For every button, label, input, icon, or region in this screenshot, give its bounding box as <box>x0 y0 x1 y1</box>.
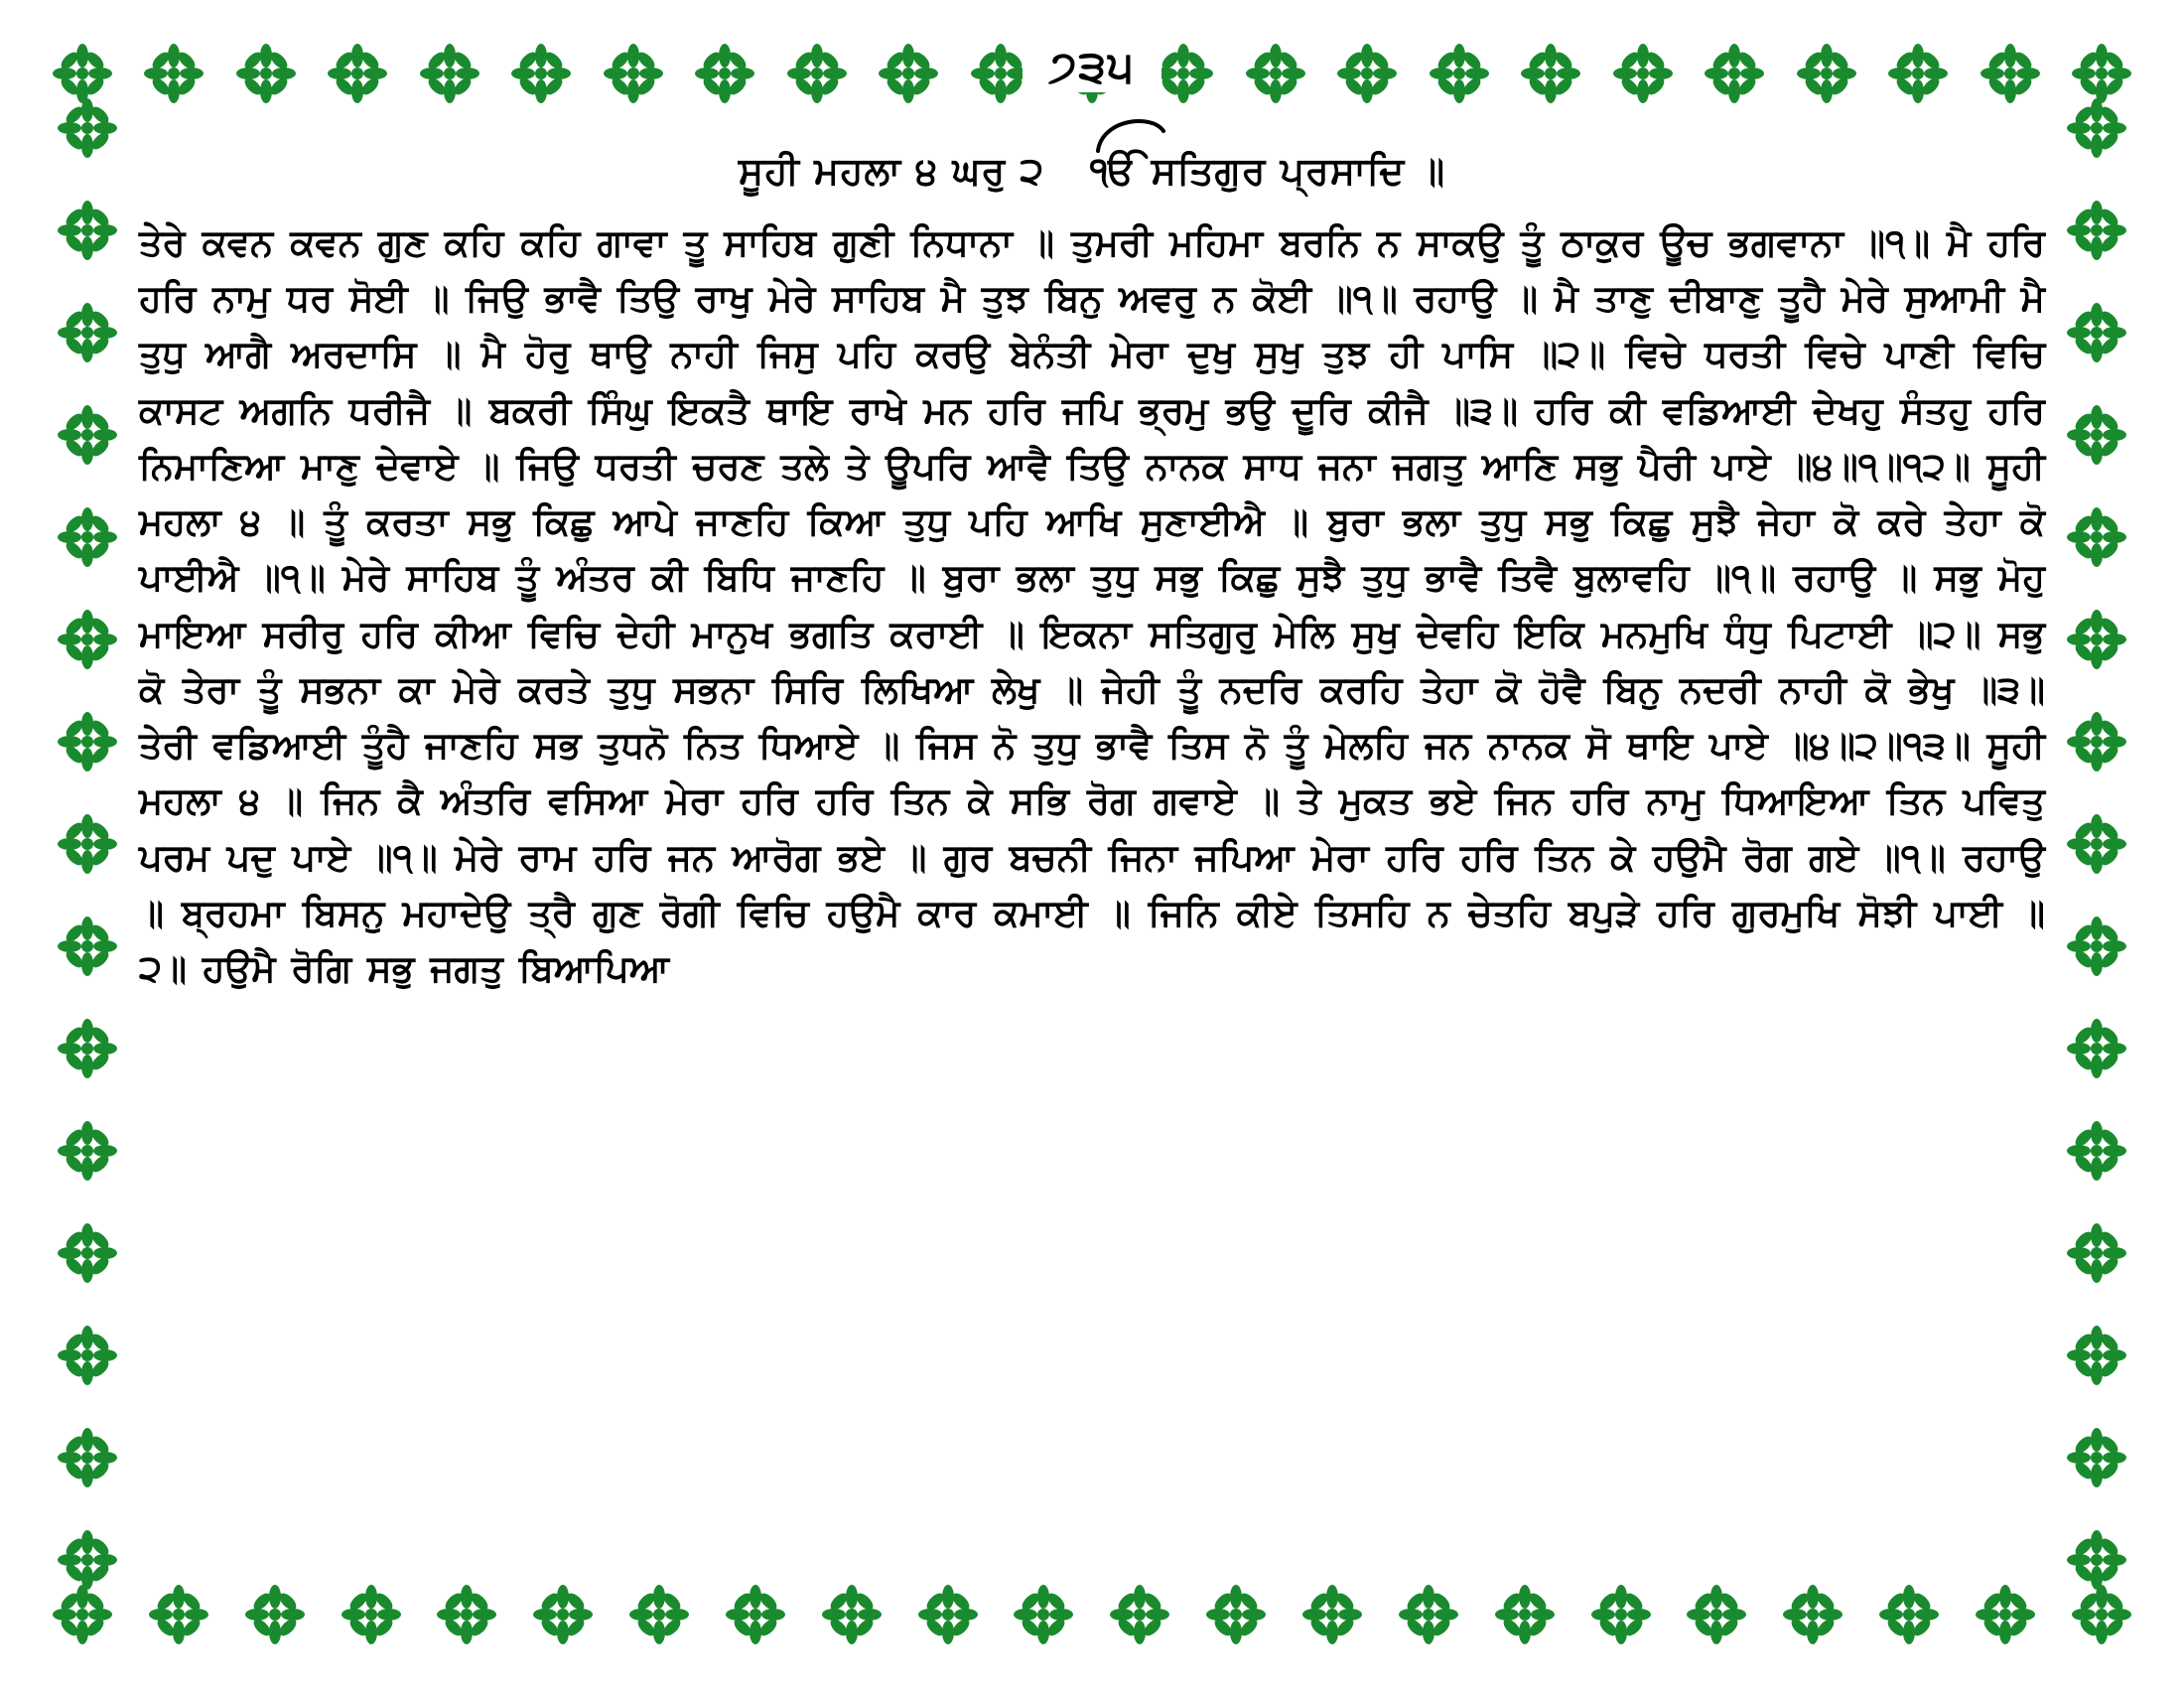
flower-icon <box>2066 609 2127 670</box>
page-number-value: ੭੩੫ <box>1023 42 1161 92</box>
flower-icon <box>57 1018 118 1079</box>
flower-icon <box>1494 1584 1556 1645</box>
flower-icon <box>57 506 118 568</box>
flower-icon <box>2066 506 2127 568</box>
flower-icon <box>2066 813 2127 875</box>
flower-icon <box>532 1584 594 1645</box>
flower-icon <box>1301 1584 1363 1645</box>
flower-icon <box>2066 1120 2127 1182</box>
border-row-bottom <box>52 1579 2132 1650</box>
page-number <box>0 42 2184 92</box>
flower-icon <box>244 1584 306 1645</box>
flower-icon <box>2066 1222 2127 1284</box>
flower-icon <box>1398 1584 1459 1645</box>
mool-mantar <box>1084 149 1445 194</box>
flower-icon <box>1686 1584 1747 1645</box>
flower-icon <box>1205 1584 1267 1645</box>
flower-icon <box>57 609 118 670</box>
flower-icon <box>57 711 118 773</box>
flower-icon <box>436 1584 497 1645</box>
flower-icon <box>1975 1584 2036 1645</box>
flower-icon <box>725 1584 786 1645</box>
flower-icon <box>57 1222 118 1284</box>
shabad-heading <box>139 149 2045 194</box>
flower-icon <box>57 302 118 363</box>
flower-icon <box>2066 200 2127 261</box>
mool-mantar-text: ੴ ਸਤਿਗੁਰ ਪ੍ਰਸਾਦਿ ॥ <box>1090 149 1446 193</box>
flower-icon <box>57 1120 118 1182</box>
flower-icon <box>821 1584 883 1645</box>
flower-icon <box>2066 302 2127 363</box>
flower-icon <box>57 1325 118 1386</box>
flower-icon <box>57 1427 118 1488</box>
flower-icon <box>2066 1018 2127 1079</box>
flower-icon <box>52 1584 113 1645</box>
flower-icon <box>341 1584 402 1645</box>
heading-title: ਸੂਹੀ ਮਹਲਾ ੪ ਘਰੁ ੨ <box>738 149 1045 193</box>
flower-icon <box>1878 1584 1940 1645</box>
flower-icon <box>1590 1584 1652 1645</box>
flower-icon <box>2066 1529 2127 1591</box>
flower-icon <box>2066 97 2127 159</box>
flower-icon <box>628 1584 690 1645</box>
flower-icon <box>148 1584 209 1645</box>
flower-icon <box>57 97 118 159</box>
flower-icon <box>2066 404 2127 466</box>
flower-icon <box>1782 1584 1843 1645</box>
flower-icon <box>1013 1584 1074 1645</box>
flower-icon <box>2066 915 2127 977</box>
flower-icon <box>2066 1325 2127 1386</box>
scripture-content <box>139 149 2045 1539</box>
border-col-left <box>52 97 123 1591</box>
flower-icon <box>1109 1584 1170 1645</box>
flower-icon <box>2071 1584 2132 1645</box>
flower-icon <box>57 1529 118 1591</box>
scripture-body-text: ਤੇਰੇ ਕਵਨ ਕਵਨ ਗੁਣ ਕਹਿ ਕਹਿ ਗਾਵਾ ਤੂ ਸਾਹਿਬ ਗੁਣੀ ਨਿਧਾਨਾ ॥ ਤੁਮਰੀ ਮਹਿਮਾ ਬਰਨਿ ਨ ਸਾਕਉ ਤੂੰ ਠਾਕੁਰ ਊਚ ਭਗਵਾਨਾ ॥੧॥ ਮੈ ਹਰਿ ਹਰਿ ਨਾਮੁ ਧਰ ਸੋਈ ॥ ਜਿਉ ਭਾਵੈ ਤਿਉ ਰਾਖੁ ਮੇਰੇ ਸਾਹਿਬ ਮੈ ਤੁਝ ਬਿਨੁ ਅਵਰੁ ਨ ਕੋਈ ॥੧॥ ਰਹਾਉ ॥ ਮੈ ਤਾਣੁ ਦੀਬਾਣੁ ਤੂਹੈ ਮੇਰੇ ਸੁਆਮੀ ਮੈ ਤੁਧੁ ਆਗੈ ਅਰਦਾਸਿ ॥ ਮੈ ਹੋਰੁ ਥਾਉ ਨਾਹੀ ਜਿਸੁ ਪਹਿ ਕਰਉ ਬੇਨੰਤੀ ਮੇਰਾ ਦੁਖੁ ਸੁਖੁ ਤੁਝ ਹੀ ਪਾਸਿ ॥੨॥ ਵਿਚੇ ਧਰਤੀ ਵਿਚੇ ਪਾਣੀ ਵਿਚਿ ਕਾਸਟ ਅਗਨਿ ਧਰੀਜੈ ॥ ਬਕਰੀ ਸਿੰਘੁ ਇਕਤੈ ਥਾਇ ਰਾਖੇ ਮਨ ਹਰਿ ਜਪਿ ਭ੍ਰਮੁ ਭਉ ਦੂਰਿ ਕੀਜੈ ॥੩॥ ਹਰਿ ਕੀ ਵਡਿਆਈ ਦੇਖਹੁ ਸੰਤਹੁ ਹਰਿ ਨਿਮਾਣਿਆ ਮਾਣੁ ਦੇਵਾਏ ॥ ਜਿਉ ਧਰਤੀ ਚਰਣ ਤਲੇ ਤੇ ਊਪਰਿ ਆਵੈ ਤਿਉ ਨਾਨਕ ਸਾਧ ਜਨਾ ਜਗਤੁ ਆਣਿ ਸਭੁ ਪੈਰੀ ਪਾਏ ॥੪॥੧॥੧੨॥ ਸੂਹੀ ਮਹਲਾ ੪ ॥ ਤੂੰ ਕਰਤਾ ਸਭੁ ਕਿਛੁ ਆਪੇ ਜਾਣਹਿ ਕਿਆ ਤੁਧੁ ਪਹਿ ਆਖਿ ਸੁਣਾਈਐ ॥ ਬੁਰਾ ਭਲਾ ਤੁਧੁ ਸਭੁ ਕਿਛੁ ਸੁਝੈ ਜੇਹਾ ਕੋ ਕਰੇ ਤੇਹਾ ਕੋ ਪਾਈਐ ॥੧॥ ਮੇਰੇ ਸਾਹਿਬ ਤੂੰ ਅੰਤਰ ਕੀ ਬਿਧਿ ਜਾਣਹਿ ॥ ਬੁਰਾ ਭਲਾ ਤੁਧੁ ਸਭੁ ਕਿਛੁ ਸੁਝੈ ਤੁਧੁ ਭਾਵੈ ਤਿਵੈ ਬੁਲਾਵਹਿ ॥੧॥ ਰਹਾਉ ॥ ਸਭੁ ਮੋਹੁ ਮਾਇਆ ਸਰੀਰੁ ਹਰਿ ਕੀਆ ਵਿਚਿ ਦੇਹੀ ਮਾਨੁਖ ਭਗਤਿ ਕਰਾਈ ॥ ਇਕਨਾ ਸਤਿਗੁਰੁ ਮੇਲਿ ਸੁਖੁ ਦੇਵਹਿ ਇਕਿ ਮਨਮੁਖਿ ਧੰਧੁ ਪਿਟਾਈ ॥੨॥ ਸਭੁ ਕੋ ਤੇਰਾ ਤੂੰ ਸਭਨਾ ਕਾ ਮੇਰੇ ਕਰਤੇ ਤੁਧੁ ਸਭਨਾ ਸਿਰਿ ਲਿਖਿਆ ਲੇਖੁ ॥ ਜੇਹੀ ਤੂੰ ਨਦਰਿ ਕਰਹਿ ਤੇਹਾ ਕੋ ਹੋਵੈ ਬਿਨੁ ਨਦਰੀ ਨਾਹੀ ਕੋ ਭੇਖੁ ॥੩॥ ਤੇਰੀ ਵਡਿਆਈ ਤੂੰਹੈ ਜਾਣਹਿ ਸਭ ਤੁਧਨੋ ਨਿਤ ਧਿਆਏ ॥ ਜਿਸ ਨੋ ਤੁਧੁ ਭਾਵੈ ਤਿਸ ਨੋ ਤੂੰ ਮੇਲਹਿ ਜਨ ਨਾਨਕ ਸੋ ਥਾਇ ਪਾਏ ॥੪॥੨॥੧੩॥ ਸੂਹੀ ਮਹਲਾ ੪ ॥ ਜਿਨ ਕੈ ਅੰਤਰਿ ਵਸਿਆ ਮੇਰਾ ਹਰਿ ਹਰਿ ਤਿਨ ਕੇ ਸਭਿ ਰੋਗ ਗਵਾਏ ॥ ਤੇ ਮੁਕਤ ਭਏ ਜਿਨ ਹਰਿ ਨਾਮੁ ਧਿਆਇਆ ਤਿਨ ਪਵਿਤੁ ਪਰਮ ਪਦੁ ਪਾਏ ॥੧॥ ਮੇਰੇ ਰਾਮ ਹਰਿ ਜਨ ਆਰੋਗ ਭਏ ॥ ਗੁਰ ਬਚਨੀ ਜਿਨਾ ਜਪਿਆ ਮੇਰਾ ਹਰਿ ਹਰਿ ਤਿਨ ਕੇ ਹਉਮੈ ਰੋਗ ਗਏ ॥੧॥ ਰਹਾਉ ॥ ਬ੍ਰਹਮਾ ਬਿਸਨੁ ਮਹਾਦੇਉ ਤ੍ਰੈ ਗੁਣ ਰੋਗੀ ਵਿਚਿ ਹਉਮੈ ਕਾਰ ਕਮਾਈ ॥ ਜਿਨਿ ਕੀਏ ਤਿਸਹਿ ਨ ਚੇਤਹਿ ਬਪੁੜੇ ਹਰਿ ਗੁਰਮੁਖਿ ਸੋਝੀ ਪਾਈ ॥੨॥ ਹਉਮੈ ਰੋਗਿ ਸਭੁ ਜਗਤੁ ਬਿਆਪਿਆ <box>139 221 2045 991</box>
flower-icon <box>57 915 118 977</box>
flower-icon <box>2066 711 2127 773</box>
flower-icon <box>2066 1427 2127 1488</box>
border-col-right <box>2061 97 2132 1591</box>
flower-icon <box>57 813 118 875</box>
flower-icon <box>57 404 118 466</box>
flower-icon <box>57 200 118 261</box>
scripture-body <box>139 215 2045 997</box>
flower-icon <box>917 1584 979 1645</box>
